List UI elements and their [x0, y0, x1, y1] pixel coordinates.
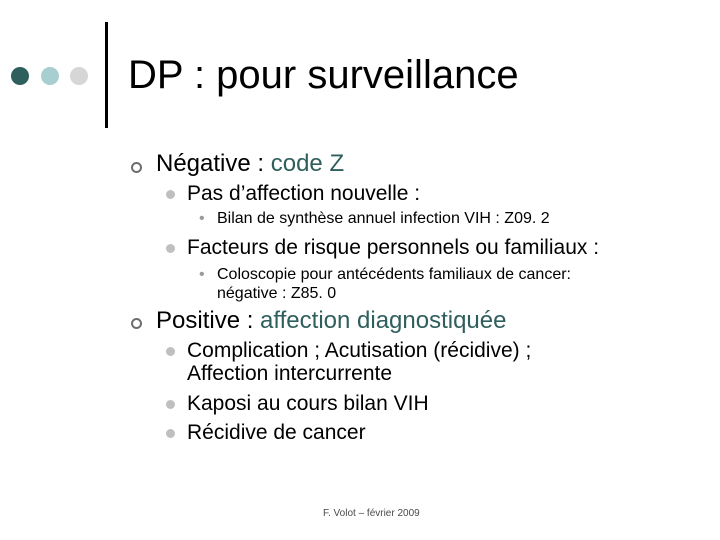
bullet-positive-highlight: affection diagnostiquée: [260, 307, 507, 334]
detail-colonoscopy-line2: négative : Z85. 0: [217, 285, 337, 302]
small-bullet-icon: •: [199, 210, 205, 227]
detail-annual-review: Bilan de synthèse annuel infection VIH : Z09. 2: [217, 210, 550, 227]
sub-bullet-no-new-affection: Pas d’affection nouvelle :: [187, 182, 421, 205]
small-bullet-icon: •: [199, 266, 205, 283]
bullet-positive: [156, 307, 506, 335]
sub-bullet-cancer-recurrence: Récidive de cancer: [187, 421, 366, 444]
ring-bullet-icon: [131, 318, 142, 329]
decor-dot-dark-icon: [11, 67, 29, 85]
sub-bullet-complication-line1: Complication ; Acutisation (récidive) ;: [187, 339, 532, 362]
title-divider: [105, 22, 108, 128]
slide-title: DP : pour surveillance: [128, 53, 519, 97]
dot-bullet-icon: [166, 244, 175, 253]
bullet-positive-prefix: Positive :: [156, 307, 261, 334]
sub-bullet-complication-line2: Affection intercurrente: [187, 362, 393, 385]
decor-dot-mid-icon: [41, 67, 59, 85]
sub-bullet-kaposi: Kaposi au cours bilan VIH: [187, 392, 429, 415]
dot-bullet-icon: [166, 400, 175, 409]
slide-footer: F. Volot – février 2009: [323, 508, 420, 519]
bullet-negative-highlight: code Z: [270, 150, 345, 177]
decor-dot-light-icon: [70, 67, 88, 85]
dot-bullet-icon: [166, 190, 175, 199]
ring-bullet-icon: [131, 162, 142, 173]
sub-bullet-risk-factors: Facteurs de risque personnels ou familiaux :: [187, 236, 600, 259]
bullet-negative-prefix: Négative :: [156, 150, 271, 177]
dot-bullet-icon: [166, 347, 175, 356]
bullet-negative: [156, 150, 344, 178]
dot-bullet-icon: [166, 429, 175, 438]
detail-colonoscopy-line1: Coloscopie pour antécédents familiaux de cancer:: [217, 266, 571, 283]
